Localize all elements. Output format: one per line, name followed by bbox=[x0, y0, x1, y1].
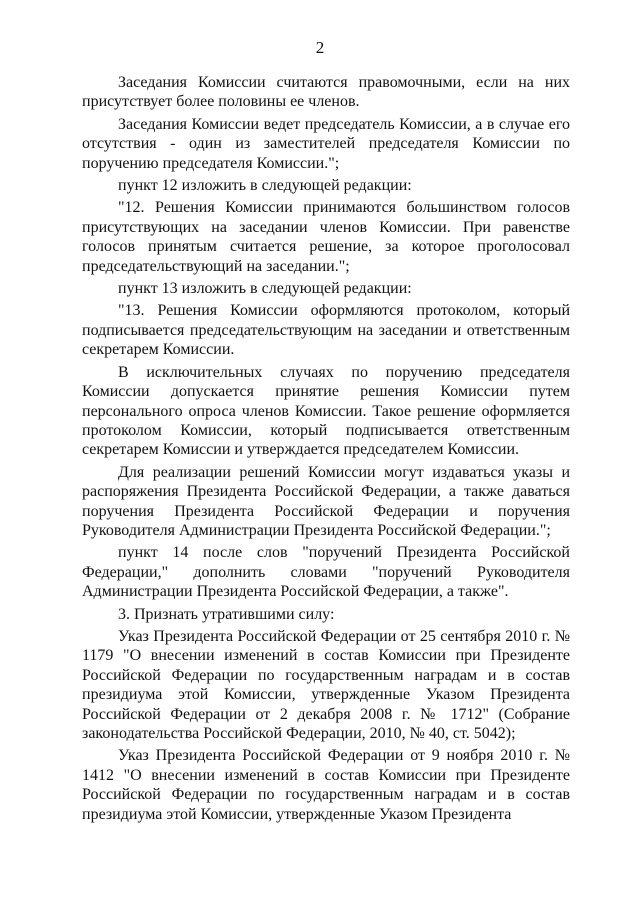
paragraph: "13. Решения Комиссии оформляются протоколом, который подписывается председательствующим на заседании и ответственным секретарем Комиссии. bbox=[82, 302, 570, 359]
paragraph: "12. Решения Комиссии принимаются большинством голосов присутствующих на заседании членов Комиссии. При равенстве голосов принятым считается решение, за которое проголосовал председательствующий на заседании."; bbox=[82, 199, 570, 275]
paragraph: Для реализации решений Комиссии могут издаваться указы и распоряжения Президента Российской Федерации, а также даваться поручения Президента Российской Федерации и поручения Руководителя Администрации Президента Российской Федерации."; bbox=[82, 463, 570, 539]
paragraph: 3. Признать утратившими силу: bbox=[118, 605, 335, 623]
paragraph: пункт 14 после слов "поручений Президента Российской Федерации," дополнить словами "поручений Руководителя Администрации Президента Российской Федерации, а также". bbox=[82, 544, 570, 601]
paragraph: пункт 13 изложить в следующей редакции: bbox=[118, 280, 412, 298]
paragraph: Указ Президента Российской Федерации от 9 ноября 2010 г. № 1412 "О внесении изменений в состав Комиссии при Президенте Российской Федерации по государственным наградам и в состав президиума этой Комиссии, утвержденные Указом Президента bbox=[82, 747, 570, 823]
page-number: 2 bbox=[315, 38, 325, 57]
paragraph: Указ Президента Российской Федерации от 25 сентября 2010 г. № 1179 "О внесении изменений в состав Комиссии при Президенте Российской Федерации по государственным наградам и в состав президиума этой Комиссии, утвержденные Указом Президента Российской Федерации от 2 декабря 2008 г. № 1712" (Собрание законодательства Российской Федерации, 2010, № 40, ст. 5042); bbox=[82, 627, 570, 742]
paragraph: пункт 12 изложить в следующей редакции: bbox=[118, 177, 412, 195]
document-body bbox=[82, 73, 570, 824]
paragraph: Заседания Комиссии ведет председатель Комиссии, а в случае его отсутствия - один из заместителей председателя Комиссии по поручению председателя Комиссии."; bbox=[82, 115, 570, 172]
paragraph: В исключительных случаях по поручению председателя Комиссии допускается принятие решения Комиссии путем персонального опроса членов Комиссии. Такое решение оформляется протоколом Комиссии, который подписывается ответственным секретарем Комиссии и утверждается председателем Комиссии. bbox=[82, 363, 570, 459]
paragraph: Заседания Комиссии считаются правомочными, если на них присутствует более половины ее членов. bbox=[82, 74, 570, 111]
